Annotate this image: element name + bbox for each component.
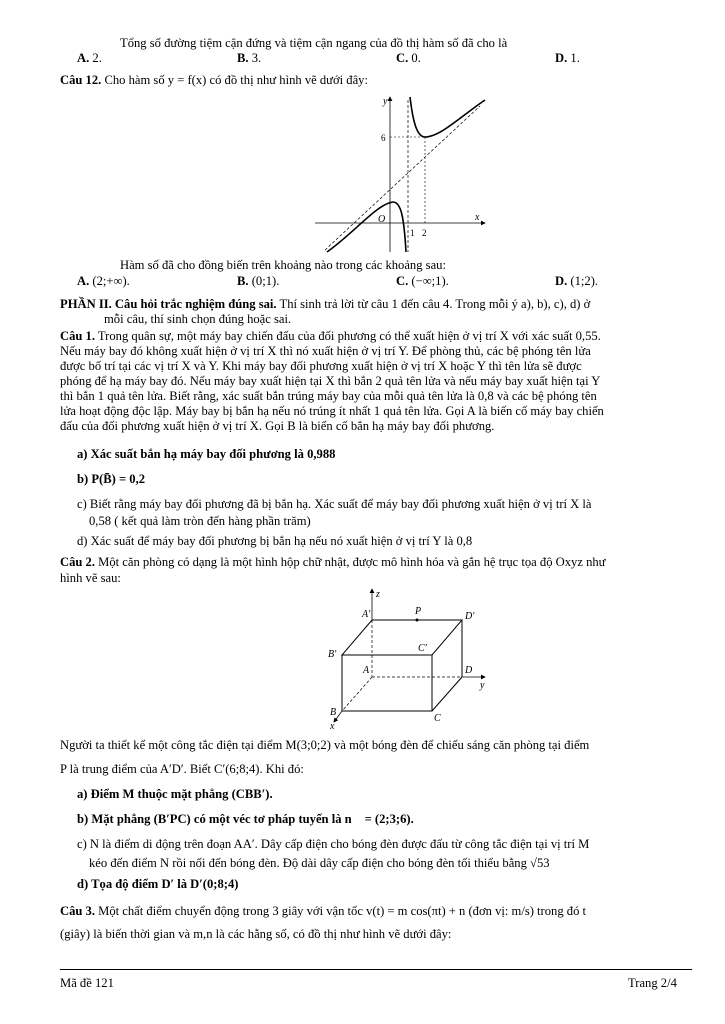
svg-text:A′: A′ (362, 609, 371, 620)
q12-option-c: C. (−∞;1). (396, 274, 449, 288)
q12-option-b: B. (0;1). (237, 274, 280, 288)
c1-line-2: được bố trí tại các vị trí X và Y. Khi máy bay đối phương xuất hiện ở vị trí X hoặc Y thì tên lửa sẽ được (60, 359, 582, 373)
svg-text:B: B (330, 707, 337, 718)
c2-line-1: Câu 2. Một căn phòng có dạng là một hình hộp chữ nhật, được mô hình hóa và gắn hệ trục tọa độ Oxyz như (60, 555, 606, 569)
part2-intro-cont: mỗi câu, thí sinh chọn đúng hoặc sai. (104, 312, 292, 326)
graph-x-label: x (475, 212, 480, 223)
c1-c-cont: 0,58 ( kết quả làm tròn đến hàng phần trăm) (89, 514, 311, 528)
left-branch-curve (327, 202, 406, 252)
svg-text:B′: B′ (328, 649, 337, 660)
q11-option-d: D. 1. (555, 51, 580, 65)
q11-option-a: A. 2. (77, 51, 102, 65)
q11-option-b: B. 3. (237, 51, 262, 65)
q12-function-graph (315, 92, 495, 257)
c2-c-cont: kéo đến điểm N rồi nối đến bóng đèn. Độ dài dây cấp điện cho bóng đèn tối thiểu bằng √53 (89, 856, 550, 870)
c1-line-1: Nếu máy bay đó không xuất hiện ở vị trí X thì nó xuất hiện ở vị trí Y. Để phòng thủ, các bệ phóng tên lửa (60, 344, 591, 358)
c2-line-2: hình vẽ sau: (60, 571, 121, 585)
graph-tick-2: 2 (422, 228, 427, 238)
footer-rule (60, 969, 692, 970)
svg-text:D: D (465, 665, 473, 676)
c2-body-1: Người ta thiết kế một công tắc điện tại điểm M(3;0;2) và một bóng đèn để chiếu sáng căn phòng tại điểm (60, 738, 590, 752)
q11-option-c: C. 0. (396, 51, 421, 65)
c2-body-2: P là trung điểm của A′D′. Biết C′(6;8;4). Khi đó: (60, 762, 304, 776)
c2-room-box-diagram (310, 585, 500, 730)
graph-tick-1: 1 (410, 228, 415, 238)
c3-line-2: (giây) là biến thời gian và m,n là các hằng số, có đồ thị như hình vẽ dưới đây: (60, 927, 452, 941)
right-branch-curve (410, 97, 485, 137)
c1-line-6: đấu của đối phương xuất hiện ở vị trí X. Gọi B là biến cố bắn hạ máy bay đối phương. (60, 419, 495, 433)
c2-c: c) N là điểm di động trên đoạn AA′. Dây cấp điện cho bóng đèn được đấu từ công tắc điện tại vị trí M (77, 837, 590, 851)
svg-text:A: A (363, 665, 370, 676)
footer-exam-code: Mã đề 121 (60, 976, 114, 990)
c1-line-0: Câu 1. Trong quân sự, một máy bay chiến đấu của đối phương có thể xuất hiện ở vị trí X với xác suất 0,55. (60, 329, 601, 343)
q11-stem: Tổng số đường tiệm cận đứng và tiệm cận ngang của đồ thị hàm số đã cho là (120, 36, 508, 50)
c2-a: a) Điểm M thuộc mặt phẳng (CBB′). (77, 787, 273, 801)
c2-b: b) Mặt phẳng (B′PC) có một véc tơ pháp tuyến là n⃗ = (2;3;6). (77, 812, 414, 826)
c1-a: a) Xác suất bắn hạ máy bay đối phương là 0,988 (77, 447, 336, 461)
c1-line-4: thì bắn 1 quả tên lửa. Biết rằng, xác suất bắn trúng máy bay của mỗi quả tên lửa là 0,8 và các bệ phóng tên (60, 389, 597, 403)
q12-option-a: A. (2;+∞). (77, 274, 130, 288)
graph-origin-label: O (378, 214, 386, 225)
svg-text:D′: D′ (465, 611, 475, 622)
svg-text:P: P (415, 606, 422, 617)
c1-c: c) Biết rằng máy bay đối phương đã bị bắn hạ. Xác suất để máy bay đối phương xuất hiện ở vị trí X là (77, 497, 592, 511)
c1-d: d) Xác suất để máy bay đối phương bị bắn hạ nếu nó xuất hiện ở vị trí Y là 0,8 (77, 534, 473, 548)
q12-option-d: D. (1;2). (555, 274, 599, 288)
svg-text:C′: C′ (418, 643, 427, 654)
c1-line-3: phóng để hạ máy bay đó. Nếu máy bay xuất hiện tại X thì bắn 2 quả tên lửa và nếu máy bay xuất hiện tại Y (60, 374, 601, 388)
svg-text:z: z (376, 589, 380, 600)
c3-line-1: Câu 3. Một chất điểm chuyển động trong 3 giây với vận tốc v(t) = m cos(πt) + n (đơn vị: m/s) trong đó t (60, 904, 587, 918)
svg-text:C: C (434, 713, 441, 724)
q12-stem: Câu 12. Cho hàm số y = f(x) có đồ thị như hình vẽ dưới đây: (60, 73, 368, 87)
svg-text:y: y (480, 680, 485, 691)
c2-d: d) Tọa độ điểm D′ là D′(0;8;4) (77, 877, 239, 891)
oblique-asymptote (325, 106, 480, 250)
part2-heading: PHẦN II. Câu hỏi trắc nghiệm đúng sai. Thí sinh trả lời từ câu 1 đến câu 4. Trong mỗi ý a), b), c), d) ở (60, 297, 591, 311)
graph-y-label: y (383, 96, 388, 107)
svg-text:x: x (330, 721, 335, 730)
footer-page-number: Trang 2/4 (628, 976, 677, 990)
c1-line-5: lửa hoạt động độc lập. Máy bay bị bắn hạ nếu nó trúng ít nhất 1 quả tên lửa. Gọi A là biến cố máy bay chiến (60, 404, 604, 418)
c1-b: b) P(B̄) = 0,2 (77, 472, 146, 486)
graph-tick-6: 6 (381, 133, 386, 143)
point-p (416, 619, 419, 622)
q12-question: Hàm số đã cho đồng biến trên khoảng nào trong các khoảng sau: (120, 258, 446, 272)
